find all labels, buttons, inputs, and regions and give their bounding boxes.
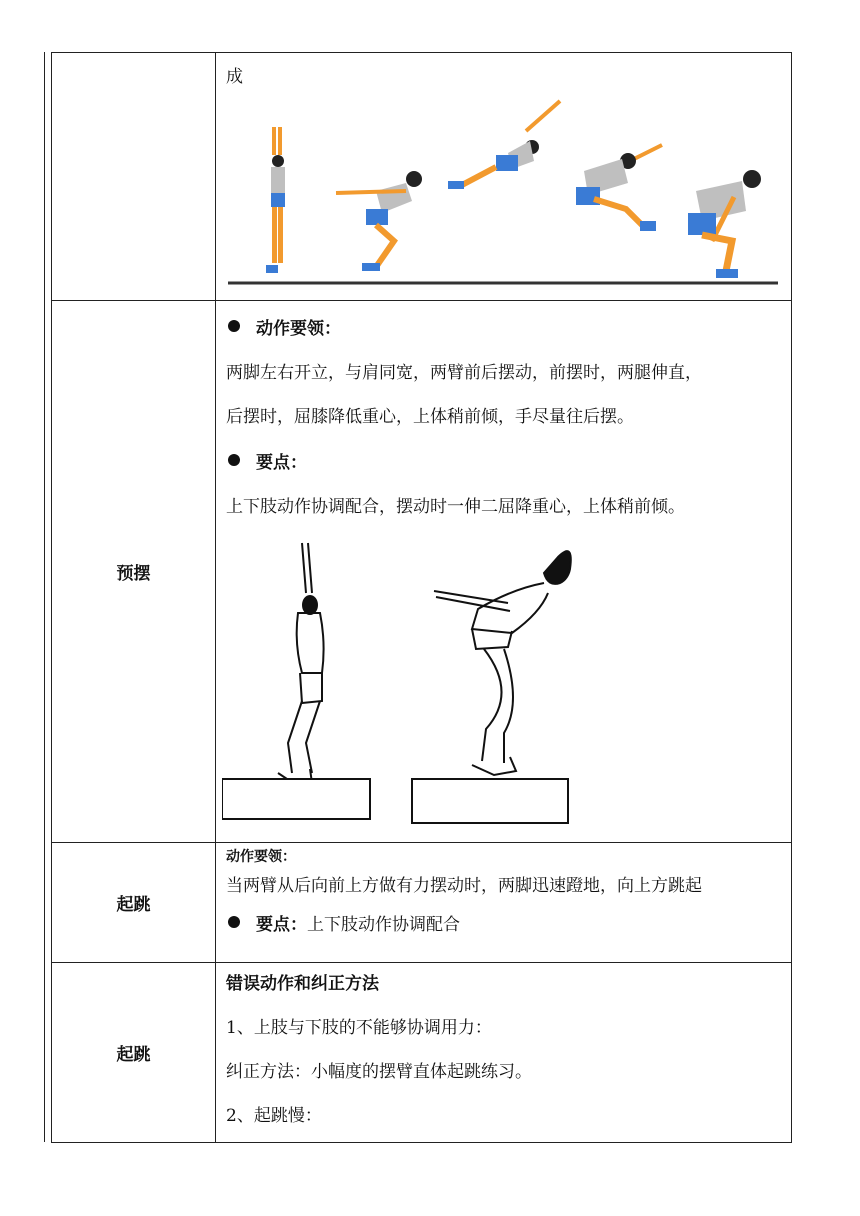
table-row (52, 301, 792, 843)
figure-flight (448, 101, 560, 189)
jump-sequence-figure (226, 91, 786, 291)
figure-tuck (576, 145, 662, 231)
row-content (216, 53, 792, 301)
figure-landed (688, 170, 761, 278)
bullet-icon (228, 454, 240, 466)
paragraph-line: 2、起跳慢： (226, 1106, 322, 1126)
row-content (216, 301, 792, 843)
bullet-icon (228, 916, 240, 928)
paragraph-line: 当两臂从后向前上方做有力摆动时，两脚迅速蹬地，向上方跳起 (226, 876, 702, 896)
point-text: 上下肢动作协调配合 (307, 914, 460, 935)
row-label-takeoff: 起跳 (52, 963, 216, 1143)
row-label-preswing: 预摆 (52, 301, 216, 843)
bullet-point (226, 909, 791, 935)
paragraph-line: 上下肢动作协调配合，摆动时一伸二屈降重心，上体稍前倾。 (226, 497, 685, 517)
figure-crouch-arms-back (434, 551, 571, 775)
row-label-takeoff: 起跳 (52, 843, 216, 963)
heading-text: 动作要领： (226, 849, 296, 865)
bullet-heading (226, 447, 791, 473)
figure-crouch (336, 171, 422, 271)
figure-arms-up (278, 543, 324, 785)
table-row (52, 843, 792, 963)
bullet-icon (228, 320, 240, 332)
bullet-heading (226, 313, 791, 339)
continuation-text: 成 (226, 67, 243, 87)
paragraph-line: 后摆时，屈膝降低重心，上体稍前倾，手尽量往后摆。 (226, 407, 634, 427)
figure-standing (266, 127, 285, 273)
row-content (216, 963, 792, 1143)
section-heading: 错误动作和纠正方法 (226, 974, 379, 994)
lesson-table (51, 52, 792, 1143)
page-left-rule (44, 52, 45, 1142)
row-label-empty (52, 53, 216, 301)
paragraph-line: 1、上肢与下肢的不能够协调用力： (226, 1018, 492, 1038)
row-content (216, 843, 792, 963)
table-row (52, 963, 792, 1143)
table-row (52, 53, 792, 301)
paragraph-line: 纠正方法：小幅度的摆臂直体起跳练习。 (226, 1062, 532, 1082)
paragraph-line: 两脚左右开立，与肩同宽，两臂前后摆动，前摆时，两腿伸直， (226, 363, 702, 383)
heading-text: 动作要领： (256, 318, 341, 339)
preswing-figure (222, 533, 582, 833)
point-label: 要点： (256, 914, 307, 935)
heading-text: 要点： (256, 452, 307, 473)
